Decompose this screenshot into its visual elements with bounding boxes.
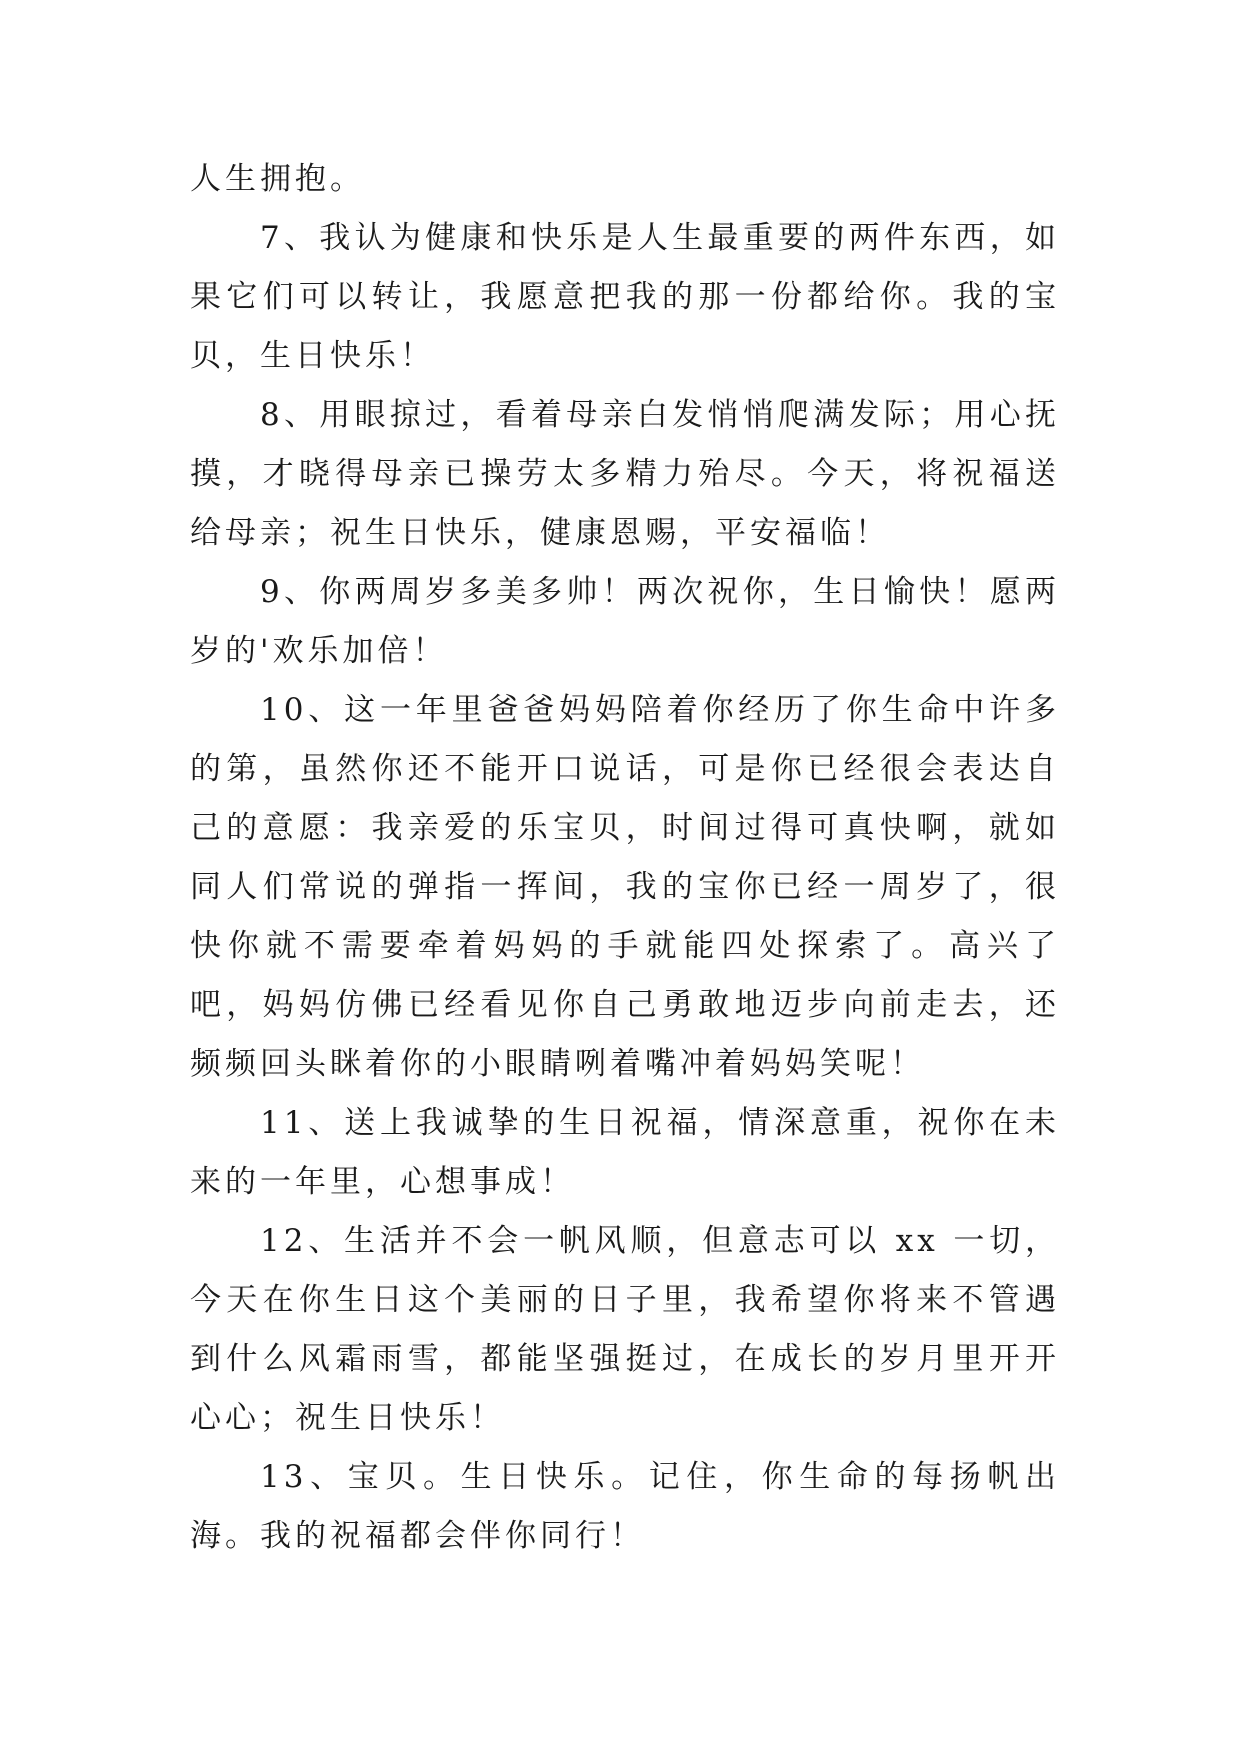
paragraph-5: 10、这一年里爸爸妈妈陪着你经历了你生命中许多的第，虽然你还不能开口说话，可是你已经很会表达自己的意愿：我亲爱的乐宝贝，时间过得可真快啊，就如同人们常说的弹指一挥间，我的宝你已经一周岁了，很快你就不需要牵着妈妈的手就能四处探索了。高兴了吧，妈妈仿佛已经看见你自己勇敢地迈步向前走去，还频频回头眯着你的小眼睛咧着嘴冲着妈妈笑呢！ (190, 692, 1060, 1082)
paragraph-2: 7、我认为健康和快乐是人生最重要的两件东西，如果它们可以转让，我愿意把我的那一份都给你。我的宝贝，生日快乐！ (190, 220, 1060, 374)
paragraph-7: 12、生活并不会一帆风顺，但意志可以 xx 一切，今天在你生日这个美丽的日子里，我希望你将来不管遇到什么风霜雨雪，都能坚强挺过，在成长的岁月里开开心心；祝生日快乐！ (190, 1223, 1060, 1436)
paragraph-1: 人生拥抱。 (190, 161, 365, 197)
paragraph-3: 8、用眼掠过，看着母亲白发悄悄爬满发际；用心抚摸，才晓得母亲已操劳太多精力殆尽。今天，将祝福送给母亲；祝生日快乐，健康恩赐，平安福临！ (190, 397, 1060, 551)
paragraph-6: 11、送上我诚挚的生日祝福，情深意重，祝你在未来的一年里，心想事成！ (190, 1105, 1060, 1200)
paragraph-8: 13、宝贝。生日快乐。记住，你生命的每扬帆出海。我的祝福都会伴你同行！ (190, 1459, 1060, 1554)
document-body (190, 150, 1060, 1566)
paragraph-4: 9、你两周岁多美多帅！两次祝你，生日愉快！愿两岁的'欢乐加倍！ (190, 574, 1060, 669)
